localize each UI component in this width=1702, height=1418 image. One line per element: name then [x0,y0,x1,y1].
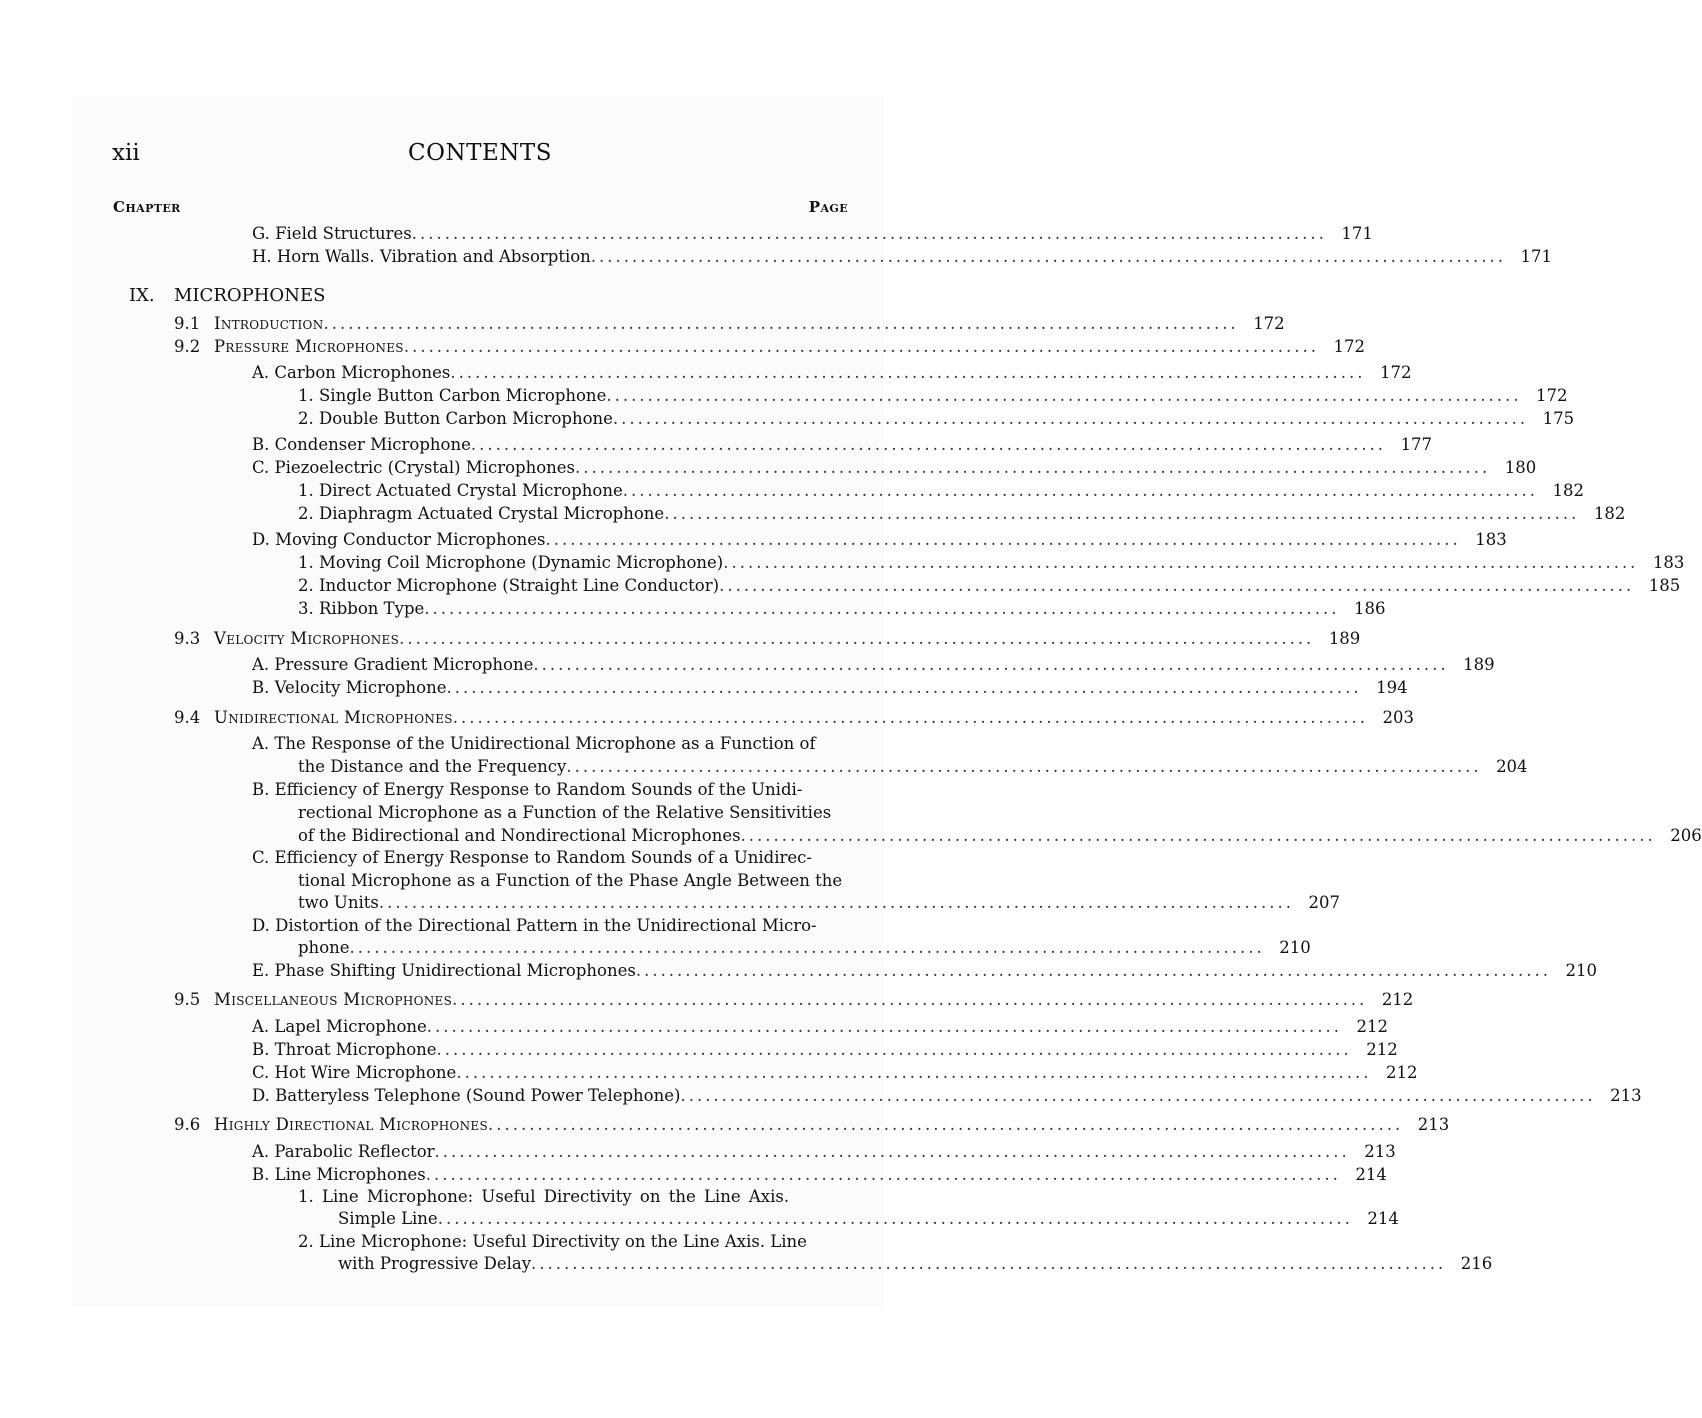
page-number: xii [112,140,140,166]
entry-title: A. Lapel Microphone [252,1017,427,1036]
entry-title: B. Condenser Microphone [252,435,471,454]
section-number: 9.4 [174,708,201,727]
entry-page: 172 [1253,314,1285,333]
toc-subentry[interactable] [298,575,1681,597]
entry-title: B. Throat Microphone [252,1040,437,1059]
toc-subentry[interactable] [298,480,1584,502]
toc-entry[interactable] [252,457,1537,479]
dot-leader: ............................................................................................................... [437,1209,1353,1228]
toc-entry[interactable] [252,246,1552,268]
entry-title: E. Phase Shifting Unidirectional Microphones [252,961,636,980]
dot-leader: ............................................................................................................... [378,893,1295,912]
dot-leader: ............................................................................................................... [411,224,1327,243]
entry-title: 2. Inductor Microphone (Straight Line Conductor) [298,576,720,595]
entry-title: D. Moving Conductor Microphones [252,530,546,549]
entry-title: 2. Double Button Carbon Microphone [298,409,613,428]
entry-title: of the Bidirectional and Nondirectional Microphones [298,826,741,845]
toc-section[interactable] [214,313,1285,335]
dot-leader: ............................................................................................................... [740,826,1656,845]
toc-entry[interactable] [252,654,1495,676]
entry-title-line: tional Microphone as a Function of the Phase Angle Between the [298,871,843,890]
entry-title: the Distance and the Frequency [298,757,567,776]
entry-page: 172 [1333,337,1366,356]
entry-title: G. Field Structures [252,224,412,243]
entry-page: 214 [1367,1209,1399,1228]
entry-title-line: 2. Line Microphone: Useful Directivity on the Line Axis. Line [298,1232,807,1251]
entry-page: 175 [1542,409,1575,428]
entry-page: 189 [1328,629,1361,648]
entry-page: 213 [1417,1115,1450,1134]
entry-title: D. Batteryless Telephone (Sound Power Telephone) [252,1086,681,1105]
dot-leader: ............................................................................................................... [575,458,1491,477]
toc-subentry[interactable] [338,1208,1399,1230]
entry-page: 207 [1308,893,1341,912]
toc-section[interactable] [214,707,1414,729]
toc-entry[interactable] [252,1039,1398,1061]
dot-leader: ............................................................................................................... [680,1086,1596,1105]
entry-page: 204 [1496,757,1528,776]
entry-title-line: B. Efficiency of Energy Response to Random Sounds of the Unidi- [252,780,803,799]
entry-page: 216 [1460,1254,1493,1273]
dot-leader: ............................................................................................................... [403,337,1320,356]
dot-leader: ............................................................................................................... [664,504,1580,523]
entry-page: 212 [1381,990,1414,1009]
entry-title: A. Pressure Gradient Microphone [252,655,534,674]
entry-page: 194 [1376,678,1408,697]
dot-leader: ............................................................................................................... [456,1063,1372,1082]
entry-title: Simple Line [338,1209,438,1228]
entry-page: 186 [1353,599,1386,618]
section-number: 9.2 [174,337,201,356]
section-title: Highly Directional Microphones [214,1115,489,1134]
dot-leader: ............................................................................................................... [590,247,1506,266]
entry-title: 2. Diaphragm Actuated Crystal Microphone [298,504,665,523]
toc-entry[interactable] [252,1164,1387,1186]
entry-title: H. Horn Walls. Vibration and Absorption [252,247,591,266]
entry-page: 172 [1380,363,1412,382]
toc-entry[interactable] [252,960,1598,982]
toc-entry[interactable] [252,1141,1396,1163]
entry-page: 182 [1593,504,1626,523]
entry-title: A. Carbon Microphones [252,363,451,382]
dot-leader: ............................................................................................................... [622,481,1538,500]
dot-leader: ............................................................................................................... [531,1254,1447,1273]
dot-leader: ............................................................................................................... [446,678,1362,697]
dot-leader: ............................................................................................................... [470,435,1387,454]
entry-page: 210 [1565,961,1598,980]
entry-title: A. Parabolic Reflector [252,1142,435,1161]
toc-subentry[interactable] [298,408,1575,430]
toc-subentry[interactable] [298,552,1685,574]
entry-title: two Units [298,893,379,912]
dot-leader: ............................................................................................................... [719,576,1635,595]
dot-leader: ............................................................................................................... [450,363,1366,382]
entry-title: C. Piezoelectric (Crystal) Microphones [252,458,576,477]
entry-title-line: C. Efficiency of Energy Response to Random Sounds of a Unidirec- [252,848,812,867]
entry-title: 1. Moving Coil Microphone (Dynamic Microphone) [298,553,724,572]
toc-subentry[interactable] [298,598,1386,620]
dot-leader: ............................................................................................................... [545,530,1461,549]
toc-entry[interactable] [252,434,1433,456]
entry-page: 183 [1652,553,1685,572]
page-title: CONTENTS [408,140,552,166]
toc-entry[interactable] [298,825,1702,847]
entry-title-line: A. The Response of the Unidirectional Microphone as a Function of [252,734,816,753]
entry-page: 206 [1670,826,1702,845]
page-column-header: Page [808,198,848,216]
toc-section[interactable] [214,336,1366,358]
entry-title-line: 1. Line Microphone: Useful Directivity on the Line Axis. [298,1187,790,1206]
dot-leader: ............................................................................................................... [425,1165,1341,1184]
section-title: Introduction [214,314,324,333]
toc-entry[interactable] [298,892,1341,914]
entry-title: B. Velocity Microphone [252,678,447,697]
entry-page: 212 [1366,1040,1398,1059]
section-number: 9.1 [174,314,201,333]
dot-leader: ............................................................................................................... [323,314,1239,333]
section-title: Miscellaneous Microphones [214,990,453,1009]
entry-page: 212 [1386,1063,1418,1082]
dot-leader: ............................................................................................................... [723,553,1639,572]
entry-title: 1. Single Button Carbon Microphone [298,386,607,405]
section-title: Velocity Microphones [214,629,400,648]
section-title: Pressure Microphones [214,337,404,356]
entry-page: 213 [1610,1086,1642,1105]
chapter-title: MICROPHONES [174,285,326,306]
entry-title: phone [298,938,350,957]
dot-leader: ............................................................................................................... [612,409,1529,428]
dot-leader: ............................................................................................................... [606,386,1522,405]
toc-subentry[interactable] [298,385,1568,407]
dot-leader: ............................................................................................................... [533,655,1449,674]
toc-entry[interactable] [252,529,1507,551]
dot-leader: ............................................................................................................... [452,708,1368,727]
entry-page: 185 [1648,576,1681,595]
toc-section[interactable] [214,628,1361,650]
toc-subentry[interactable] [298,503,1626,525]
dot-leader: ............................................................................................................... [635,961,1552,980]
dot-leader: ............................................................................................................... [424,599,1340,618]
toc-entry[interactable] [252,677,1408,699]
entry-title: C. Hot Wire Microphone [252,1063,457,1082]
toc-subentry[interactable] [338,1253,1493,1275]
toc-section[interactable] [214,989,1414,1011]
entry-page: 172 [1536,386,1568,405]
chapter-number: IX. [129,285,155,306]
entry-title-line: D. Distortion of the Directional Pattern in the Unidirectional Micro- [252,916,817,935]
entry-title: 1. Direct Actuated Crystal Microphone [298,481,623,500]
dot-leader: ............................................................................................................... [399,629,1315,648]
dot-leader: ............................................................................................................... [436,1040,1352,1059]
dot-leader: ............................................................................................................... [452,990,1368,1009]
toc-section[interactable] [214,1114,1450,1136]
entry-page: 180 [1504,458,1537,477]
dot-leader: ............................................................................................................... [349,938,1265,957]
dot-leader: ............................................................................................................... [426,1017,1342,1036]
toc-entry[interactable] [252,223,1373,245]
section-number: 9.5 [174,990,201,1009]
entry-page: 210 [1279,938,1311,957]
entry-title: B. Line Microphones [252,1165,426,1184]
entry-page: 183 [1475,530,1507,549]
entry-page: 177 [1400,435,1433,454]
toc-entry[interactable] [298,756,1528,778]
entry-title-line: rectional Microphone as a Function of the Relative Sensitivities [298,803,832,822]
entry-page: 189 [1463,655,1495,674]
entry-page: 214 [1355,1165,1387,1184]
toc-entry[interactable] [252,1016,1388,1038]
section-title: Unidirectional Microphones [214,708,453,727]
chapter-column-header: Chapter [113,198,181,216]
toc-entry[interactable] [252,1062,1418,1084]
toc-entry[interactable] [252,362,1412,384]
dot-leader: ............................................................................................................... [488,1115,1404,1134]
entry-page: 203 [1382,708,1414,727]
entry-title: 3. Ribbon Type [298,599,425,618]
dot-leader: ............................................................................................................... [566,757,1482,776]
entry-title: with Progressive Delay [338,1254,532,1273]
entry-page: 182 [1552,481,1584,500]
section-number: 9.6 [174,1115,201,1134]
section-number: 9.3 [174,629,201,648]
entry-page: 212 [1356,1017,1388,1036]
entry-page: 171 [1520,247,1552,266]
toc-entry[interactable] [252,1085,1642,1107]
entry-page: 213 [1364,1142,1396,1161]
dot-leader: ............................................................................................................... [434,1142,1350,1161]
entry-page: 171 [1341,224,1373,243]
toc-entry[interactable] [298,937,1311,959]
